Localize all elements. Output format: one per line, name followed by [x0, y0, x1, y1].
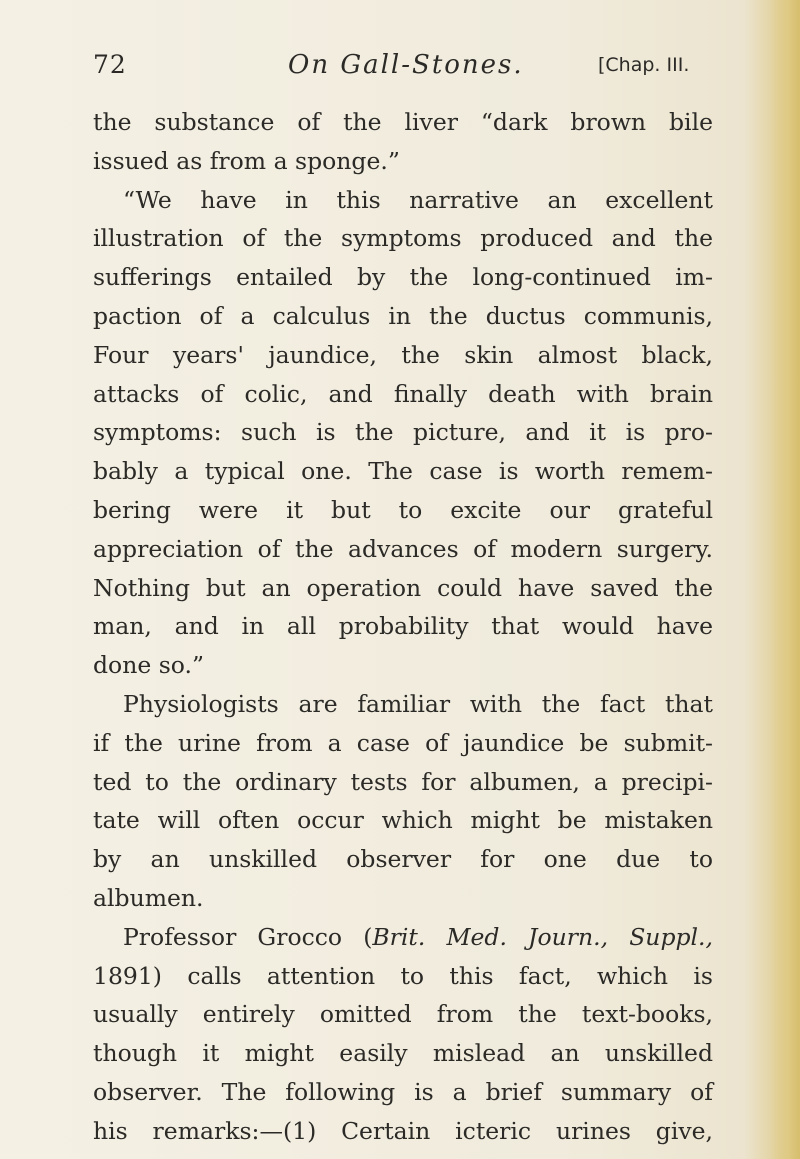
text-line: done so.”: [93, 651, 204, 680]
text-line: attacks of colic, and finally death with brain: [93, 379, 713, 408]
body-text: [93, 103, 713, 1151]
text-line-start: Professor Grocco (: [123, 922, 373, 951]
text-line: Nothing but an operation could have saved the: [93, 573, 713, 602]
text-line: his remarks:—(1) Certain icteric urines give,: [93, 1116, 713, 1145]
text-line: Four years' jaundice, the skin almost black,: [93, 340, 713, 369]
text-line: bably a typical one. The case is worth remem-: [93, 457, 713, 486]
text-line: usually entirely omitted from the text-books,: [93, 1000, 713, 1029]
text-line: issued as from a sponge.”: [93, 146, 400, 175]
text-line: symptoms: such is the picture, and it is pro-: [93, 418, 713, 447]
chapter-label: [Chap. III.: [598, 54, 690, 76]
text-line: tate will often occur which might be mistaken: [93, 806, 713, 835]
text-line: if the urine from a case of jaundice be submit-: [93, 728, 713, 757]
text-line: ted to the ordinary tests for albumen, a precipi-: [93, 767, 713, 796]
text-line: Physiologists are familiar with the fact that: [123, 689, 713, 718]
text-line: sufferings entailed by the long-continued im-: [93, 263, 713, 292]
text-line: illustration of the symptoms produced and the: [93, 224, 713, 253]
running-title: On Gall-Stones.: [288, 50, 524, 80]
citation: Brit. Med. Journ., Suppl.,: [372, 922, 713, 951]
text-line: observer. The following is a brief summary of: [93, 1077, 713, 1106]
text-line: the substance of the liver “dark brown bile: [93, 108, 713, 136]
text-line: bering were it but to excite our grateful: [93, 495, 713, 524]
text-line: appreciation of the advances of modern surgery.: [93, 534, 713, 563]
text-line: paction of a calculus in the ductus communis,: [93, 301, 713, 330]
page-number: 72: [93, 50, 127, 79]
text-line: albumen.: [93, 883, 204, 912]
page-edge-shading: [770, 0, 800, 1159]
text-line: man, and in all probability that would have: [93, 612, 713, 641]
text-line: though it might easily mislead an unskilled: [93, 1039, 713, 1068]
text-line: 1891) calls attention to this fact, which is: [93, 961, 713, 990]
text-line: by an unskilled observer for one due to: [93, 845, 713, 874]
running-header: [93, 50, 713, 86]
text-line-with-citation: [93, 918, 713, 957]
text-line: “We have in this narrative an excellent: [123, 185, 713, 214]
